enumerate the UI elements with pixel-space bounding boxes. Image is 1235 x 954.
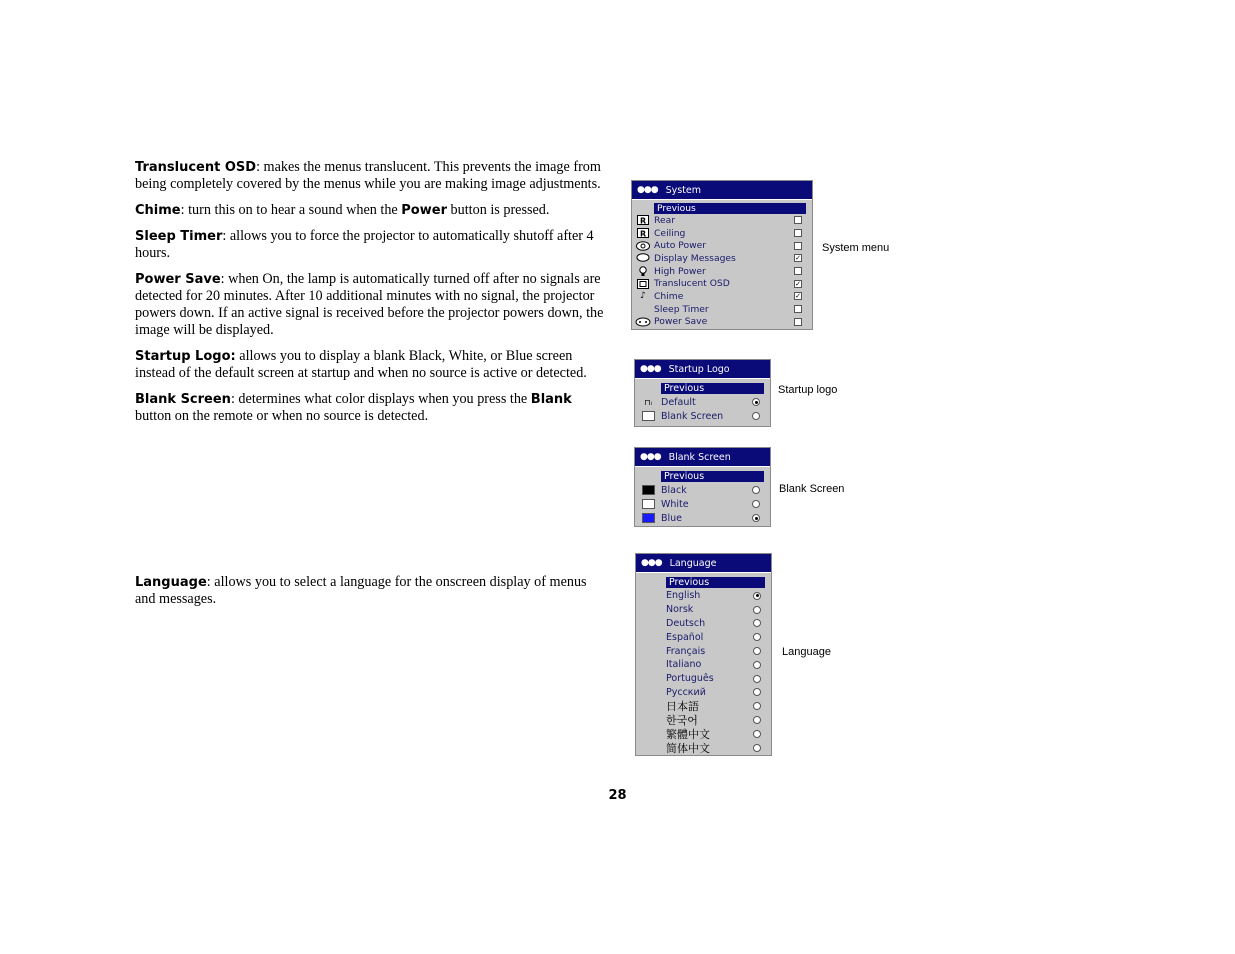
body-text — [135, 159, 605, 434]
language-item[interactable] — [636, 603, 771, 617]
system-menu-item-sleep-timer[interactable]: Sleep Timer — [632, 303, 812, 316]
language-item[interactable] — [636, 658, 771, 672]
language-item-label: 한국어 — [666, 714, 698, 728]
power-save-icon — [632, 317, 654, 327]
blank-screen-item-white[interactable]: White — [635, 497, 770, 511]
chime-paragraph: Chime: turn this on to hear a sound when the Power button is pressed. — [135, 202, 550, 218]
language-radio[interactable] — [753, 716, 761, 724]
system-menu-item-previous[interactable]: Previous — [632, 202, 812, 214]
system-menu-item-display-messages[interactable]: Display Messages ✓ — [632, 252, 812, 265]
svg-text:R: R — [640, 216, 647, 226]
menu-dots-icon: ●●● — [640, 364, 661, 374]
system-menu-title-bar: ●●● System — [632, 181, 812, 200]
language-item-label: Русский — [666, 686, 706, 698]
language-radio[interactable] — [753, 730, 761, 738]
lightbulb-icon — [632, 266, 654, 277]
black-swatch — [635, 485, 661, 495]
blank-screen-item-previous[interactable]: Previous — [635, 470, 770, 483]
system-menu-caption: System menu — [822, 242, 890, 254]
menu-dots-icon: ●●● — [637, 185, 658, 195]
startup-logo-menu — [634, 359, 771, 427]
page-number: 28 — [608, 788, 627, 803]
language-item-label: Português — [666, 673, 714, 685]
language-item-label: 日本語 — [666, 700, 699, 714]
system-menu-item-high-power[interactable]: High Power — [632, 265, 812, 278]
svg-text:R: R — [640, 229, 647, 239]
system-menu-item-ceiling[interactable]: R Ceiling — [632, 227, 812, 240]
rear-checkbox[interactable] — [794, 216, 802, 224]
translucent-osd-paragraph: Translucent OSD: makes the menus translucent. This prevents the image from being completely covered by the menus while you are making image adjustments. — [135, 159, 601, 192]
system-menu-item-auto-power[interactable]: Auto Power — [632, 239, 812, 252]
language-item[interactable] — [636, 589, 771, 603]
language-title-bar: ●●● Language — [636, 554, 771, 573]
menu-dots-icon: ●●● — [641, 558, 662, 568]
language-item-label: 简体中文 — [666, 741, 710, 755]
blank-screen-item-blue[interactable]: Blue — [635, 511, 770, 525]
system-menu-item-power-save[interactable]: Power Save — [632, 316, 812, 329]
startup-logo-item-blank-screen[interactable]: Blank Screen — [635, 409, 770, 423]
language-caption: Language — [782, 646, 831, 658]
language-item-label: 繁體中文 — [666, 727, 710, 741]
menu-dots-icon: ●●● — [640, 452, 661, 462]
translucent-window-icon — [632, 279, 654, 289]
blank-screen-item-black[interactable]: Black — [635, 483, 770, 497]
language-radio[interactable] — [753, 675, 761, 683]
logo-icon: ⊓ₗ — [644, 397, 652, 407]
language-radio[interactable] — [753, 744, 761, 752]
blank-screen-menu — [634, 447, 771, 527]
startup-logo-item-previous[interactable]: Previous — [635, 382, 770, 395]
default-radio[interactable] — [752, 398, 760, 406]
language-paragraph: Language: allows you to select a language for the onscreen display of menus and messages. — [135, 574, 587, 607]
language-menu — [635, 553, 772, 756]
music-note-icon: ♪ — [640, 291, 646, 302]
sleep-timer-paragraph: Sleep Timer: allows you to force the projector to automatically shutoff after 4 hours. — [135, 228, 594, 261]
language-item-label: English — [666, 590, 701, 602]
language-item-label: Deutsch — [666, 617, 706, 629]
blank-screen-icon — [635, 411, 661, 421]
ceiling-mount-icon — [632, 228, 654, 238]
auto-power-checkbox[interactable] — [794, 242, 802, 250]
system-menu-item-rear[interactable]: R Rear — [632, 214, 812, 227]
blank-screen-caption: Blank Screen — [779, 483, 845, 495]
auto-power-icon — [632, 241, 654, 251]
language-item[interactable] — [636, 672, 771, 686]
power-save-paragraph: Power Save: when On, the lamp is automatically turned off after no signals are detected for 20 minutes. After 10 additional minutes with no signal, the projector powers down. If an active signal is received before the projector powers down, the image will be displayed. — [135, 271, 604, 338]
blank-screen-radio[interactable] — [752, 412, 760, 420]
white-radio[interactable] — [752, 500, 760, 508]
translucent-osd-checkbox[interactable]: ✓ — [795, 279, 801, 288]
startup-logo-caption: Startup logo — [778, 384, 838, 396]
high-power-checkbox[interactable] — [794, 267, 802, 275]
display-messages-checkbox[interactable]: ✓ — [795, 254, 801, 263]
ceiling-checkbox[interactable] — [794, 229, 802, 237]
language-item-label: Norsk — [666, 604, 694, 616]
language-radio[interactable] — [753, 606, 761, 614]
rear-projection-icon — [632, 215, 654, 225]
language-radio[interactable] — [753, 633, 761, 641]
language-radio[interactable] — [753, 661, 761, 669]
language-item[interactable] — [636, 644, 771, 658]
system-menu — [631, 180, 813, 330]
startup-logo-title-bar: ●●● Startup Logo — [635, 360, 770, 379]
white-swatch — [635, 499, 661, 509]
language-item[interactable] — [636, 617, 771, 631]
black-radio[interactable] — [752, 486, 760, 494]
sleep-timer-checkbox[interactable] — [794, 305, 802, 313]
blue-swatch — [635, 513, 661, 523]
language-radio[interactable] — [753, 592, 761, 600]
speech-bubble-icon — [632, 253, 654, 263]
language-item-label: Français — [666, 645, 706, 657]
language-radio[interactable] — [753, 702, 761, 710]
startup-logo-item-default[interactable]: ⊓ₗ Default — [635, 395, 770, 409]
language-radio[interactable] — [753, 619, 761, 627]
system-menu-item-chime[interactable]: ♪ Chime ✓ — [632, 290, 812, 303]
language-item-previous[interactable]: Previous — [636, 576, 771, 589]
language-radio[interactable] — [753, 647, 761, 655]
language-radio[interactable] — [753, 688, 761, 696]
blue-radio[interactable] — [752, 514, 760, 522]
language-item[interactable] — [636, 741, 771, 755]
blank-screen-title-bar: ●●● Blank Screen — [635, 448, 770, 467]
language-item[interactable] — [636, 630, 771, 644]
startup-logo-paragraph: Startup Logo: allows you to display a blank Black, White, or Blue screen instead of the default screen at startup and when no source is active or detected. — [135, 348, 587, 381]
chime-checkbox[interactable]: ✓ — [795, 292, 801, 301]
language-item-label: Italiano — [666, 659, 702, 671]
blank-screen-paragraph: Blank Screen: determines what color displays when you press the Blank button on the remote or when no source is detected. — [135, 391, 572, 424]
power-save-checkbox[interactable] — [794, 318, 802, 326]
system-menu-item-translucent-osd[interactable]: Translucent OSD ✓ — [632, 277, 812, 290]
language-item-label: Español — [666, 631, 704, 643]
